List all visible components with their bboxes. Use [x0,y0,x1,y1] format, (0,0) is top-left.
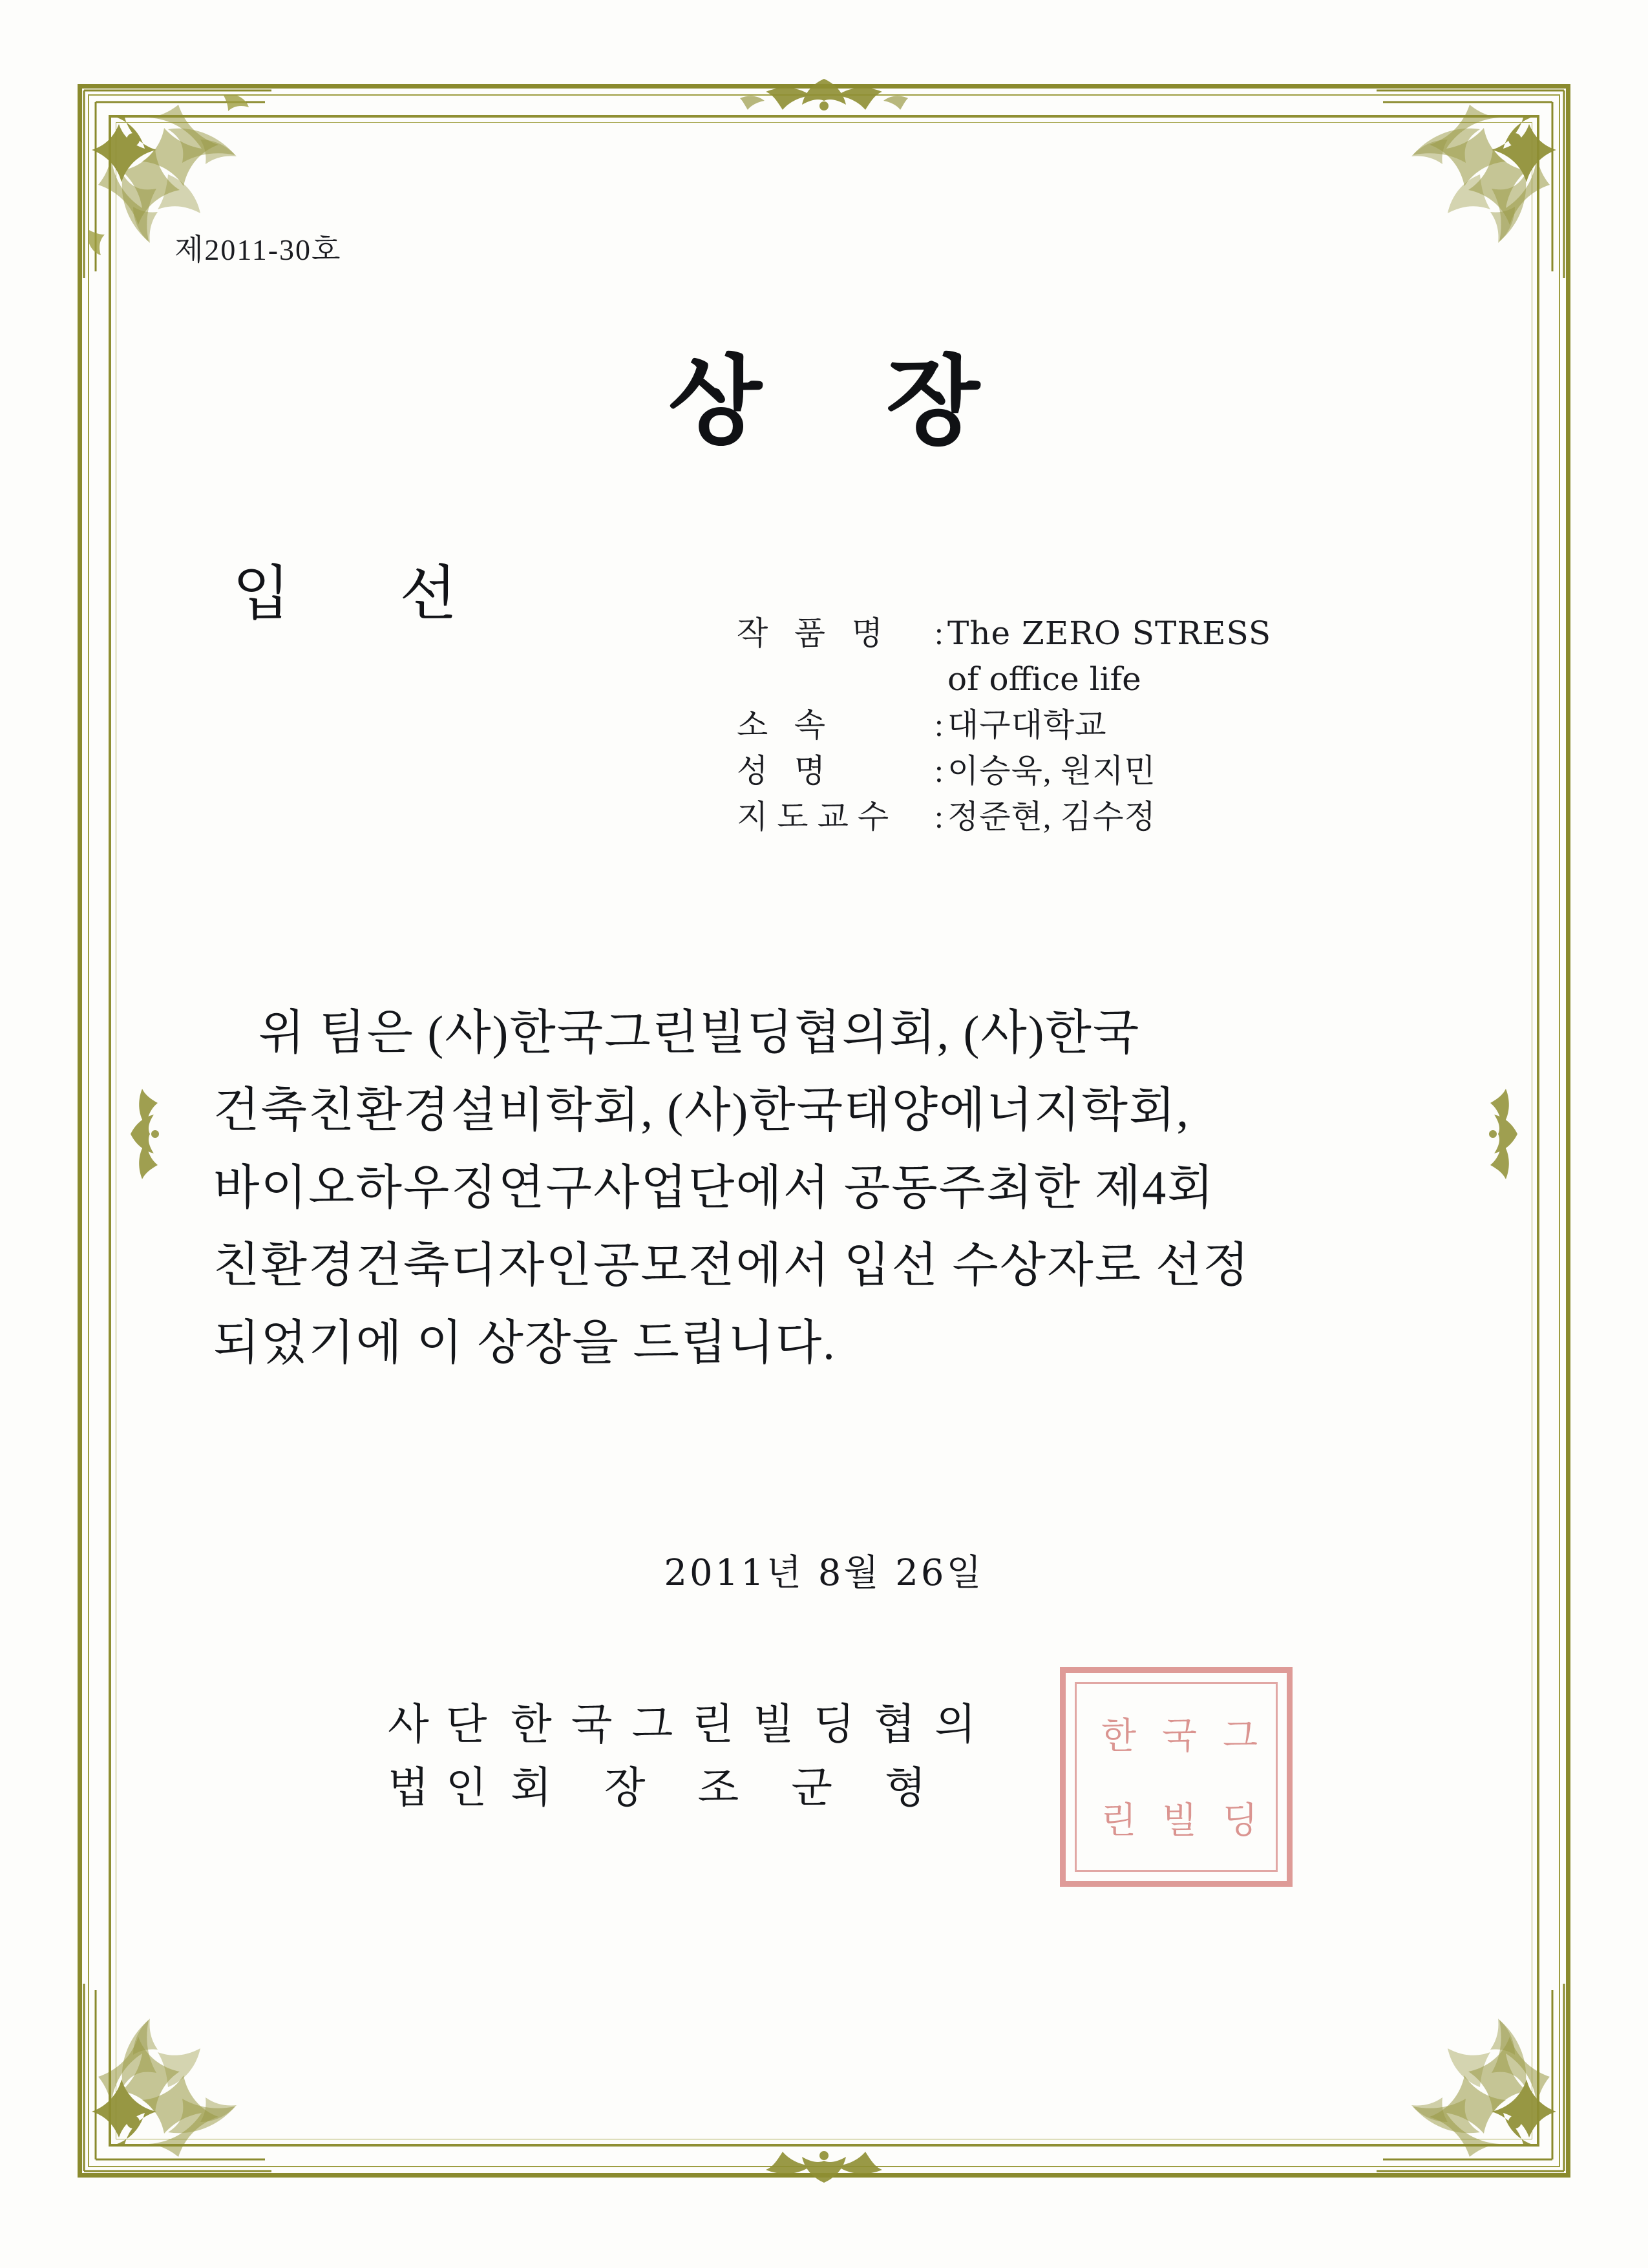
signature-organization: 한국그린빌딩협의 [511,1699,996,1749]
seal-character: 한 [1095,1716,1137,1754]
citation-line: 되었기에 이 상장을 드립니다. [213,1316,836,1370]
field-label: 성 명 [737,753,835,789]
citation-line: 바이오하우징연구사업단에서 공동주최한 제4회 [213,1161,1215,1215]
document-number: 제2011-30호 [174,233,342,266]
seal-character: 빌 [1156,1800,1198,1838]
field-value: 이승욱, 원지민 [947,753,1156,789]
citation-line: 친환경건축디자인공모전에서 입선 수상자로 선정 [213,1239,1251,1292]
signature-block [388,1693,995,1819]
field-value: 정준현, 김수정 [947,799,1156,835]
field-value-continuation: of office life [947,660,1141,698]
field-row [737,702,1271,748]
signature-title: 회 장 [511,1762,665,1812]
certificate-title: 상 장 [668,344,1026,458]
signature-entity-label-2: 법인 [388,1762,504,1812]
field-colon: : [935,753,944,789]
field-row [737,748,1271,794]
citation-line: 건축친환경설비학회, (사)한국태양에너지학회, [213,1084,1190,1137]
seal-character: 린 [1095,1800,1137,1838]
seal-character: 딩 [1216,1800,1258,1838]
citation-line-text: 위 팀은 (사)한국그린빌딩협의회, (사)한국 [259,1007,1141,1060]
citation-line [213,995,1486,1073]
field-label: 지도교수 [737,799,898,835]
field-label: 소 속 [737,707,835,743]
field-colon: : [935,799,944,835]
field-colon: : [935,707,944,743]
award-grade: 입 선 [233,559,502,628]
signature-entity-label: 사단 [388,1699,504,1749]
signature-line-2 [388,1756,995,1820]
field-row [737,794,1271,840]
seal-character: 국 [1156,1716,1198,1754]
seal-character-grid [1085,1692,1267,1862]
citation-body [213,995,1486,1382]
field-row [737,611,1271,656]
field-value: 대구대학교 [947,707,1107,743]
field-label: 작 품 명 [737,615,892,651]
entry-details [737,611,1271,840]
seal-character: 그 [1216,1716,1258,1754]
field-colon: : [935,615,944,651]
signature-line-1 [388,1693,995,1756]
issue-date: 2011년 8월 26일 [664,1552,984,1594]
official-seal-stamp [1060,1667,1293,1887]
field-value: The ZERO STRESS [947,614,1272,652]
signature-name: 조 군 형 [697,1762,945,1812]
